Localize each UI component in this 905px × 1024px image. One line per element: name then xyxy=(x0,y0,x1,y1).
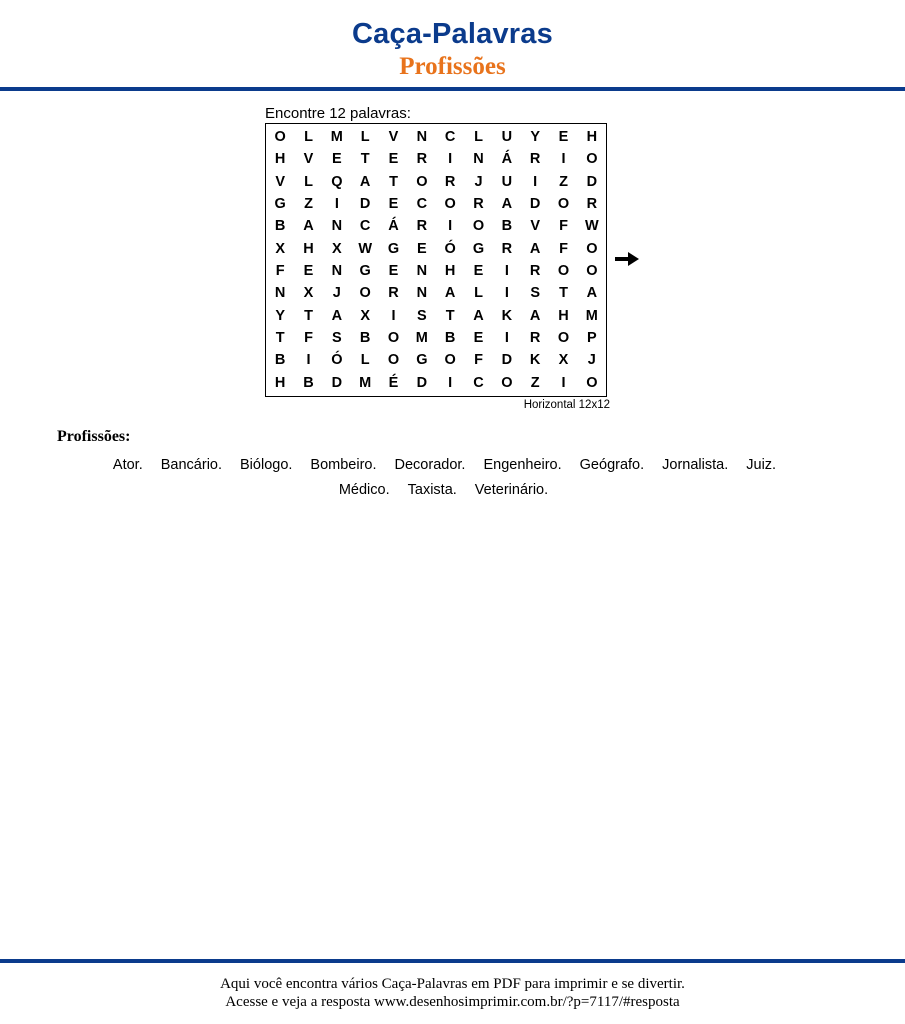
grid-letter: O xyxy=(557,196,570,213)
grid-letter: T xyxy=(445,307,455,324)
grid-letter: E xyxy=(558,129,569,146)
grid-letter: Y xyxy=(530,129,540,146)
word-list-row-2 xyxy=(0,482,896,498)
grid-letter: R xyxy=(416,218,428,235)
grid-letter: I xyxy=(306,352,311,369)
grid-letter: I xyxy=(504,330,509,347)
right-arrow-icon xyxy=(614,250,640,268)
grid-letter: T xyxy=(559,285,568,302)
word-list-item: Biólogo. xyxy=(240,457,293,473)
grid-letter: F xyxy=(474,352,483,369)
grid-letter: N xyxy=(416,263,428,280)
grid-letter: K xyxy=(501,307,513,324)
grid-letter: R xyxy=(586,196,598,213)
grid-letter: P xyxy=(586,330,597,347)
grid-letter: G xyxy=(387,240,400,257)
grid-letter: E xyxy=(388,151,399,168)
grid-letter: X xyxy=(275,240,285,257)
grid-letter: A xyxy=(303,218,314,235)
grid-letter: E xyxy=(473,330,484,347)
word-list-item: Juiz. xyxy=(746,457,777,473)
word-list-item: Engenheiro. xyxy=(483,457,562,473)
grid-letter: O xyxy=(444,352,456,369)
grid-letter: H xyxy=(558,307,569,324)
grid-letter: R xyxy=(388,285,399,302)
grid-letter: F xyxy=(559,240,568,257)
grid-letter: O xyxy=(359,285,371,302)
grid-letter: E xyxy=(388,196,399,213)
grid-letter: J xyxy=(474,173,483,190)
grid-letter: I xyxy=(448,218,453,235)
grid-letter: S xyxy=(416,307,427,324)
grid-letter: A xyxy=(331,307,343,324)
grid-letter: T xyxy=(389,173,398,190)
grid-letter: N xyxy=(331,218,343,235)
grid-letter: V xyxy=(275,173,285,190)
grid-letter: O xyxy=(416,173,428,190)
grid-letter: L xyxy=(304,173,313,190)
word-list-item: Ator. xyxy=(112,457,143,473)
word-list-item: Bombeiro. xyxy=(310,457,377,473)
grid-letter: A xyxy=(501,196,513,213)
grid-letter: O xyxy=(586,263,598,280)
grid-letter: V xyxy=(303,151,314,168)
grid-letter: H xyxy=(274,374,286,391)
grid-letter: O xyxy=(557,263,570,280)
grid-letter: Y xyxy=(275,307,285,324)
grid-letter: Á xyxy=(501,151,513,168)
grid-letter: O xyxy=(586,151,598,168)
grid-letter: U xyxy=(501,173,513,190)
grid-letter: I xyxy=(504,285,509,302)
grid-letter: A xyxy=(444,285,456,302)
grid-letter: C xyxy=(473,374,484,391)
grid-letter: X xyxy=(303,285,314,302)
grid-letter: A xyxy=(586,285,598,302)
grid-letter: G xyxy=(416,352,428,369)
grid-letter: M xyxy=(359,374,372,391)
grid-letter: A xyxy=(529,240,541,257)
grid-letter: F xyxy=(559,218,568,235)
grid-letter: C xyxy=(444,129,456,146)
grid-letter: O xyxy=(387,330,400,347)
grid-letter: N xyxy=(331,263,343,280)
grid-letter: N xyxy=(416,129,428,146)
grid-letter: N xyxy=(416,285,428,302)
grid-letter: A xyxy=(359,173,371,190)
footer-line-2: Acesse e veja a resposta www.desenhosimprimir.com.br/?p=7117/#resposta xyxy=(225,994,680,1010)
grid-letter: Z xyxy=(304,196,313,213)
word-list-item: Bancário. xyxy=(160,457,223,473)
grid-letter: I xyxy=(448,374,453,391)
grid-letter: S xyxy=(530,285,540,302)
grid-letter: R xyxy=(473,196,484,213)
word-search-grid xyxy=(265,123,607,397)
grid-letter: C xyxy=(416,196,428,213)
grid-letter: T xyxy=(360,151,370,168)
grid-letter: L xyxy=(474,285,483,302)
grid-letter: B xyxy=(359,330,371,347)
grid-letter: R xyxy=(501,240,513,257)
grid-letter: Q xyxy=(331,173,343,190)
grid-letter: X xyxy=(558,352,569,369)
footer-line-1: Aqui você encontra vários Caça-Palavras em PDF para imprimir e se divertir. xyxy=(220,976,685,992)
grid-letter: H xyxy=(274,151,286,168)
grid-letter: I xyxy=(391,307,396,324)
grid-letter: X xyxy=(360,307,370,324)
grid-letter: X xyxy=(331,240,342,257)
grid-letter: Z xyxy=(559,173,568,190)
grid-letter: L xyxy=(304,129,313,146)
grid-letter: T xyxy=(275,330,285,347)
grid-letter: H xyxy=(586,129,598,146)
grid-letter: A xyxy=(473,307,484,324)
grid-letter: M xyxy=(585,307,598,324)
word-list-item: Veterinário. xyxy=(474,482,549,498)
grid-letter: E xyxy=(473,263,484,280)
grid-letter: C xyxy=(359,218,371,235)
grid-letter: E xyxy=(331,151,342,168)
grid-letter: J xyxy=(587,352,596,369)
page-title: Caça-Palavras xyxy=(352,18,553,50)
grid-letter: M xyxy=(415,330,428,347)
grid-letter: A xyxy=(529,307,541,324)
grid-letter: O xyxy=(557,330,570,347)
grid-letter: T xyxy=(304,307,313,324)
grid-letter: R xyxy=(529,263,541,280)
word-list-item: Taxista. xyxy=(407,482,457,498)
grid-letter: I xyxy=(448,151,453,168)
grid-letter: Á xyxy=(388,218,399,235)
grid-letter: O xyxy=(472,218,485,235)
word-list-item: Decorador. xyxy=(394,457,466,473)
grid-letter: R xyxy=(529,151,541,168)
grid-letter: Ó xyxy=(331,352,343,369)
grid-letter: B xyxy=(274,218,286,235)
grid-letter: E xyxy=(416,240,427,257)
grid-letter: F xyxy=(275,263,285,280)
grid-letter: G xyxy=(274,196,286,213)
grid-letter: I xyxy=(504,263,509,280)
grid-letter: D xyxy=(586,173,598,190)
word-list-item: Médico. xyxy=(338,482,390,498)
grid-letter: H xyxy=(444,263,456,280)
grid-letter: I xyxy=(561,374,566,391)
word-list-row-1 xyxy=(0,457,897,473)
footer-divider xyxy=(0,959,905,963)
grid-letter: V xyxy=(530,218,540,235)
grid-letter: W xyxy=(358,240,372,257)
grid-letter: B xyxy=(303,374,314,391)
grid-letter: O xyxy=(274,129,286,146)
grid-letter: G xyxy=(472,240,485,257)
grid-letter: E xyxy=(388,263,399,280)
grid-letter: R xyxy=(444,173,456,190)
grid-letter: U xyxy=(501,129,513,146)
grid-letter: I xyxy=(561,151,566,168)
grid-letter: G xyxy=(359,263,371,280)
word-list-item: Jornalista. xyxy=(662,457,729,473)
grid-letter: O xyxy=(586,240,598,257)
grid-letter: L xyxy=(360,352,370,369)
grid-letter: D xyxy=(501,352,513,369)
grid-letter: V xyxy=(388,129,399,146)
grid-letter: N xyxy=(473,151,484,168)
grid-letter: O xyxy=(586,374,598,391)
grid-letter: W xyxy=(584,218,599,235)
grid-letter: É xyxy=(388,374,399,391)
page-subtitle: Profissões xyxy=(399,53,506,80)
grid-letter: D xyxy=(416,374,428,391)
grid-letter: E xyxy=(303,263,314,280)
grid-letter: O xyxy=(444,196,456,213)
grid-letter: D xyxy=(359,196,371,213)
grid-letter: N xyxy=(274,285,286,302)
word-list-title: Profissões: xyxy=(57,428,131,445)
grid-letter: O xyxy=(387,352,400,369)
grid-letter: R xyxy=(416,151,428,168)
grid-letter: Z xyxy=(530,374,540,391)
grid-letter: M xyxy=(330,129,343,146)
grid-letter: L xyxy=(360,129,370,146)
grid-orientation-label: Horizontal 12x12 xyxy=(523,399,610,411)
grid-letter: J xyxy=(332,285,341,302)
grid-letter: O xyxy=(501,374,513,391)
grid-letter: L xyxy=(474,129,483,146)
grid-letter: I xyxy=(533,173,538,190)
grid-letter: H xyxy=(303,240,314,257)
puzzle-instruction: Encontre 12 palavras: xyxy=(265,105,411,122)
word-list-item: Geógrafo. xyxy=(579,457,645,473)
grid-letter: R xyxy=(529,330,541,347)
grid-letter: K xyxy=(529,352,541,369)
grid-letter: F xyxy=(304,330,313,347)
grid-letter: B xyxy=(274,352,286,369)
grid-letter: Ó xyxy=(444,240,456,257)
grid-letter: D xyxy=(331,374,343,391)
grid-letter: I xyxy=(334,196,339,213)
header-divider xyxy=(0,87,905,91)
grid-letter: S xyxy=(331,330,342,347)
grid-letter: B xyxy=(501,218,513,235)
grid-letter: D xyxy=(529,196,541,213)
grid-letter: B xyxy=(444,330,456,347)
